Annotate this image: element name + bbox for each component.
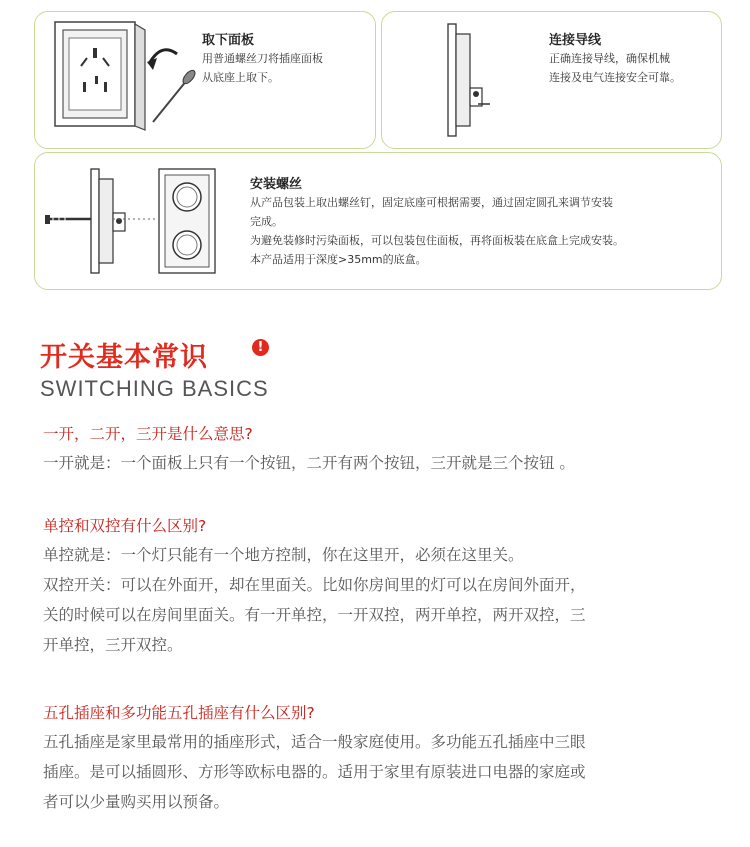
faq-answer: 单控就是：一个灯只能有一个地方控制，你在这里开，必须在这里关。 双控开关：可以在外面开，却在里面关。比如你房间里的灯可以在房间外面开， 关的时候可以在房间里面关。有一开单控，一开双控，两开单控，两开双控，三 开单控，三开双控。 xyxy=(43,546,586,654)
section-title: 开关基本常识 xyxy=(40,342,208,373)
faq-answer: 一开就是：一个面板上只有一个按钮，二开有两个按钮，三开就是三个按钮 。 xyxy=(43,454,575,472)
step-card-remove-panel xyxy=(34,11,376,149)
faq-answer: 五孔插座是家里最常用的插座形式，适合一般家庭使用。多功能五孔插座中三眼 插座。是可以插圆形、方形等欧标电器的。适用于家里有原装进口电器的家庭或 者可以少量购买用以预备。 xyxy=(43,733,586,811)
faq-question: 单控和双控有什么区别? xyxy=(43,517,207,535)
step-description: 用普通螺丝刀将插座面板 从底座上取下。 xyxy=(202,52,323,84)
step-title: 连接导线 xyxy=(549,33,602,48)
step-title: 安装螺丝 xyxy=(250,177,303,192)
faq-question: 五孔插座和多功能五孔插座有什么区别? xyxy=(43,704,315,722)
step-description: 从产品包装上取出螺丝钉，固定底座可根据需要，通过固定圆孔来调节安装 完成。 为避免装修时污染面板，可以包装包住面板，再将面板装在底盒上完成安装。 本产品适用于深度>35mm的底盒。 xyxy=(250,196,624,266)
step-card-connect-wires xyxy=(381,11,722,149)
warning-icon: ! xyxy=(252,339,269,356)
step-description: 正确连接导线，确保机械 连接及电气连接安全可靠。 xyxy=(549,52,681,84)
faq-question: 一开，二开，三开是什么意思? xyxy=(43,425,253,443)
socket-panel-removal-illustration xyxy=(49,18,199,142)
wire-connection-illustration xyxy=(438,20,498,140)
section-subtitle: SWITCHING BASICS xyxy=(40,376,269,401)
step-card-install-screws xyxy=(34,152,722,290)
step-title: 取下面板 xyxy=(202,33,255,48)
screw-install-illustration xyxy=(45,163,245,279)
